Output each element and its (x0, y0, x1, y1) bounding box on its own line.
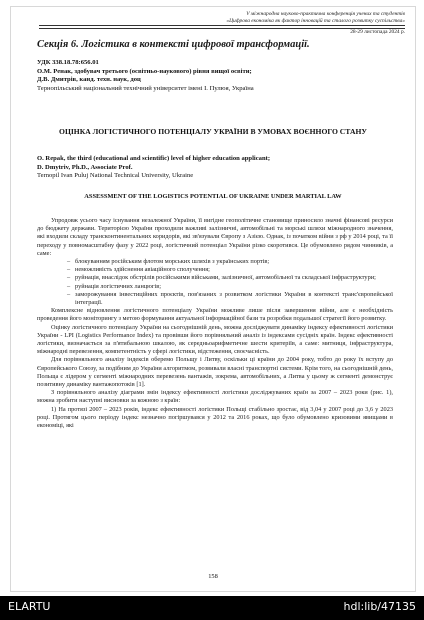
author-uk-1 (37, 68, 252, 77)
author-uk-1-rest: здобувач третього (освітньо-наукового) рівня вищої освіти; (72, 67, 252, 75)
list-item: – руйнація логістичних ланцюгів; (37, 283, 393, 291)
author-uk-2-name: Д.В. Дмитрів, (37, 76, 78, 83)
footer-handle-link[interactable]: hdl:lib/47135 (343, 600, 416, 613)
author-en-2: D. Dmytriv, Ph.D., Associate Prof. (37, 163, 133, 171)
paragraph-3: Оцінку логістичного потенціалу України на сьогоднішній день, можна досліджувати динаміку індексу ефективності логістики України - LPI (Logistics Performance Index) та провівши його порівняльний аналіз із індексами сусідніх країн. Індекс ефективності логістики, визначається за п'ятибальною шкалою, як середньоарифметичне шести критеріїв, а саме: митниця, інфраструктура, міжнародні перевезення, компетентність у сфері логістики, відстеження, своєчасність. (37, 323, 393, 356)
conference-header-line2: «Цифрова економіка як фактор інновацій та сталого розвитку суспільства» (226, 18, 405, 24)
document-page (10, 6, 416, 592)
paragraph-2: Комплексне відновлення логістичного потенціалу України можливе лише після завершення війни, але є необхідність проведення його моніторингу з метою формування актуальної інформаційної бази та розробки подальшої стратегії його розвитку. (37, 307, 393, 323)
article-body (37, 217, 393, 430)
page-number: 158 (208, 573, 218, 580)
list-item: – заморожування інвестиційних проєктів, пов'язаних з розвитком логістики України в контексті транс'європейської інтеграції. (37, 291, 393, 307)
paragraph-4: Для порівняльного аналізу індексів оберемо Польщу і Литву, оскільки ці країни до 2004 року, тобто до року їх вступу до Європейського Союзу, за подібним до України алгоритмом, розвивали власні транспортні системи. Крім того, на сьогоднішній день, Польща є лідером у сегменті міжнародних перевезень вантажів, зокрема, автомобільних, а Литва у цьому ж сегменті демонструє позитивну динаміку вантажопотоків [1]. (37, 356, 393, 389)
affiliation-uk: Тернопільський національний технічний університет імені І. Пулюя, Україна (37, 84, 254, 92)
conference-header-line1: V міжнародна науково-практична конференція учених та студентів (246, 11, 405, 17)
list-item: – неможливість здійснення авіаційного сполучення; (37, 266, 393, 274)
footer-bar (0, 596, 424, 620)
paragraph-1: Упродовж усього часу існування незалежної України, її вигідне геополітичне становище приносило значні фінансові ресурси до бюджету держави. Територією України проходили важливі залізничні, автомобільні та морські шляхи міжнародного значення, які входили складу трансконтинентальних коридорів, які зв'язували Європу з Азією. Однак, із початком війни з рф у 2014 році, та її переходу у повномасштабну фазу у 2022 році, логістичний потенціал України різко скоротився. Це обумовлено рядом чинників, а саме: (37, 217, 393, 257)
author-uk-1-name: О.М. Ренак, (37, 67, 73, 75)
paragraph-6: 1) На протязі 2007 – 2023 років, індекс ефективності логістики Польщі стабільно зростає, від 3,04 у 2007 році до 3,6 у 2023 році. Протягом цього періоду індекс незначно погіршувався у 2012 та 2016 роках, що було обумовлено кризовими явищами в економіці, які (37, 405, 393, 430)
affiliation-en: Ternopil Ivan Puluj National Technical University, Ukraine (37, 172, 194, 179)
header-rule (39, 25, 405, 29)
article-title-en: ASSESSMENT OF THE LOGISTICS POTENTIAL OF UKRAINE UNDER MARTIAL LAW (84, 193, 342, 200)
udc-code: УДК 338.18.78:656.01 (37, 59, 99, 66)
author-en-1: O. Repak, the third (educational and scientific) level of higher education applicant; (37, 155, 271, 162)
author-uk-2 (37, 76, 141, 85)
paragraph-5: З порівняльного аналізу діаграми змін індексу ефективності логістики досліджуваних країн за 2007 – 2023 роки (рис. 1), можна зробити наступні висновки за кожною з країн: (37, 389, 393, 405)
list-item: – блокуванням російським флотом морських шляхів з українських портів; (37, 258, 393, 266)
article-title-uk: ОЦІНКА ЛОГІСТИЧНОГО ПОТЕНЦІАЛУ УКРАЇНИ В УМОВАХ ВОЄННОГО СТАНУ (59, 127, 367, 136)
conference-date: 28-29 листопада 2024 р. (350, 29, 405, 35)
author-uk-2-rest: канд. техн. наук, доц (77, 76, 141, 83)
list-item: – руйнація, внаслідок обстрілів російськими військами, залізничної, автомобільної та складської інфраструктури; (37, 274, 393, 282)
footer-repository-name: ELARTU (8, 600, 51, 613)
section-title: Секція 6. Логістика в контексті цифрової трансформації. (37, 39, 310, 50)
